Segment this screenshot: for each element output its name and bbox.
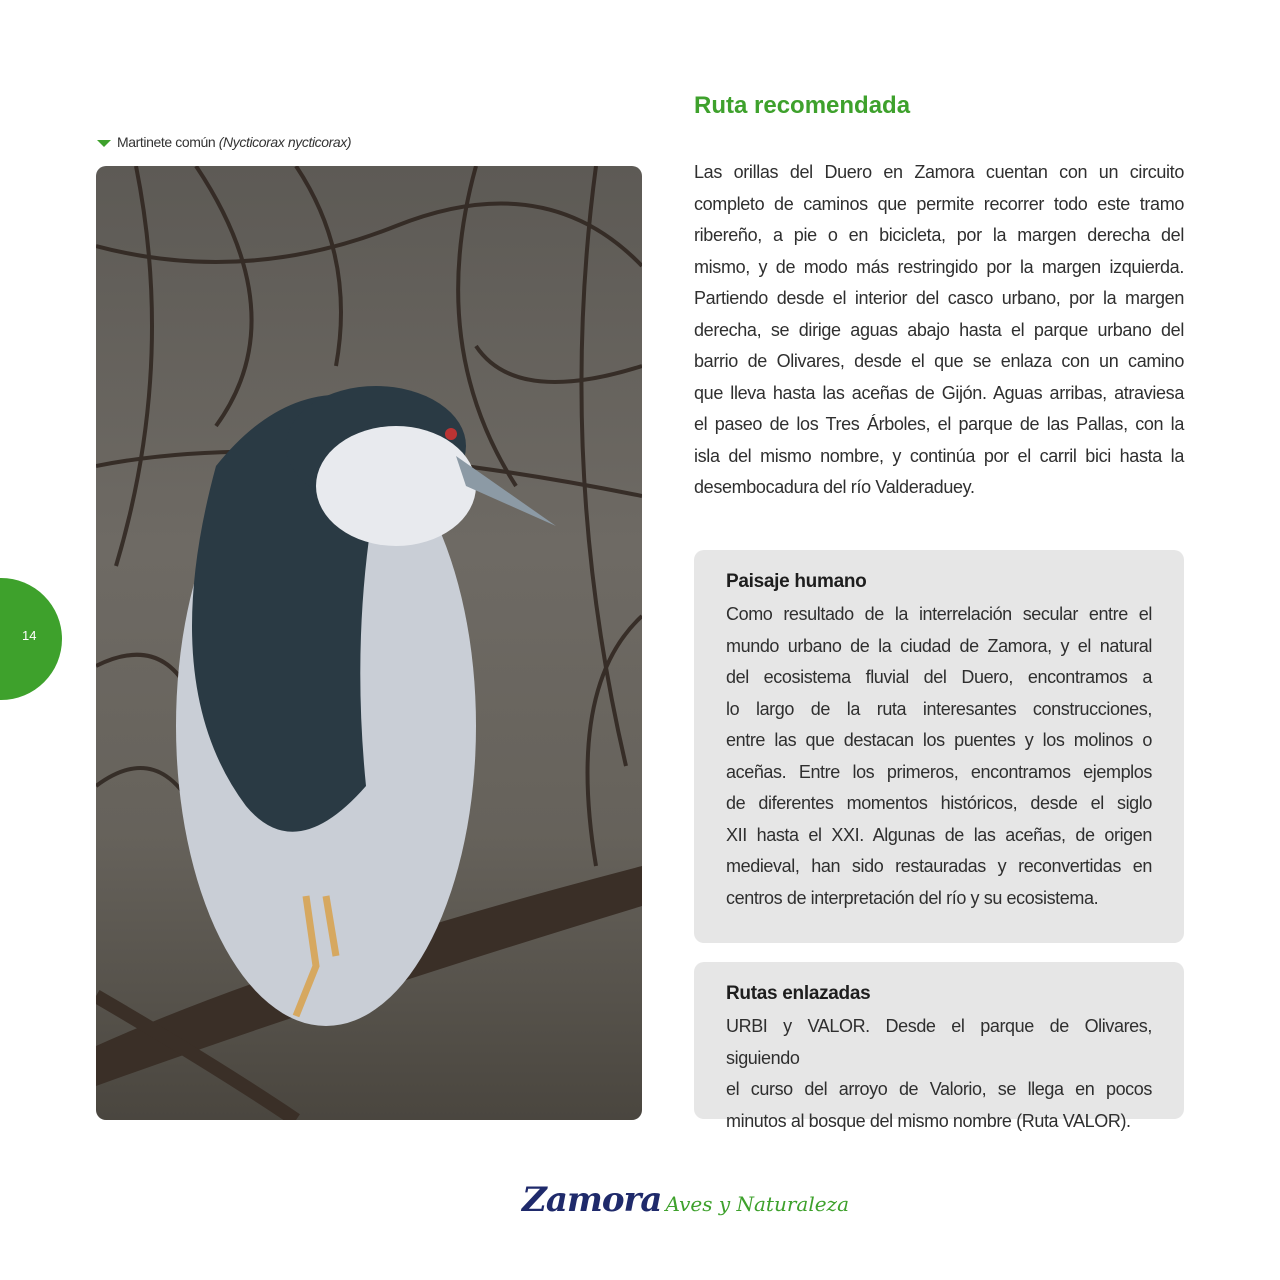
- text-line: que lleva hasta las aceñas de Gijón. Aguas arribas, atraviesa: [694, 382, 1184, 403]
- box-title: Paisaje humano: [726, 571, 867, 592]
- text-line: mundo urbano de la ciudad de Zamora, y el natural: [726, 635, 1152, 656]
- text-line: URBI y VALOR. Desde el parque de Olivares, siguiendo: [726, 1016, 1152, 1068]
- rutas-enlazadas-box: [694, 962, 1184, 1131]
- text-line: del ecosistema fluvial del Duero, encontramos a: [726, 667, 1152, 687]
- text-line: el curso del arroyo de Valorio, se llega en pocos: [726, 1079, 1152, 1099]
- text-line: XII hasta el XXI. Algunas de las aceñas, de origen: [726, 824, 1152, 845]
- text-line: entre las que destacan los puentes y los molinos o: [726, 730, 1152, 750]
- text-line: centros de interpretación del río y su ecosistema.: [726, 887, 1099, 908]
- caret-down-icon: [97, 140, 111, 147]
- photo-caption: [97, 134, 351, 150]
- text-line: el paseo de los Tres Árboles, el parque de las Pallas, con la: [694, 414, 1184, 434]
- paisaje-humano-box: [694, 550, 1184, 943]
- text-line: completo de caminos que permite recorrer todo este tramo: [694, 193, 1184, 214]
- text-line: derecha, se dirige aguas abajo hasta el parque urbano del: [694, 319, 1184, 340]
- caption-common-name: Martinete común: [117, 134, 216, 150]
- text-line: de diferentes momentos históricos, desde el siglo: [726, 793, 1152, 813]
- page-number-tab: [0, 578, 62, 700]
- zamora-logo: [522, 1180, 849, 1220]
- text-line: lo largo de la ruta interesantes construcciones,: [726, 698, 1152, 719]
- text-line: barrio de Olivares, desde el que se enlaza con un camino: [694, 351, 1184, 371]
- section-title: Ruta recomendada: [694, 92, 911, 119]
- text-line: Como resultado de la interrelación secular entre el: [726, 604, 1152, 624]
- text-line: medieval, han sido restauradas y reconvertidas en: [726, 856, 1152, 876]
- page-number: 14: [22, 628, 37, 643]
- box-title: Rutas enlazadas: [726, 983, 871, 1004]
- text-line: desembocadura del río Valderaduey.: [694, 477, 975, 497]
- text-line: Las orillas del Duero en Zamora cuentan con un circuito: [694, 162, 1184, 182]
- text-line: minutos al bosque del mismo nombre (Ruta VALOR).: [726, 1110, 1131, 1131]
- text-line: isla del mismo nombre, y continúa por el carril bici hasta la: [694, 445, 1184, 466]
- text-line: aceñas. Entre los primeros, encontramos ejemplos: [726, 761, 1152, 782]
- logo-tagline: Aves y Naturaleza: [665, 1192, 850, 1216]
- text-line: Partiendo desde el interior del casco urbano, por la margen: [694, 288, 1184, 308]
- text-line: mismo, y de modo más restringido por la margen izquierda.: [694, 256, 1184, 277]
- logo-brand: Zamora: [522, 1180, 662, 1220]
- caption-scientific-name: (Nycticorax nycticorax): [218, 134, 352, 150]
- route-description: [694, 157, 1184, 504]
- text-line: ribereño, a pie o en bicicleta, por la margen derecha del: [694, 225, 1184, 245]
- night-heron-photo: [96, 166, 642, 1120]
